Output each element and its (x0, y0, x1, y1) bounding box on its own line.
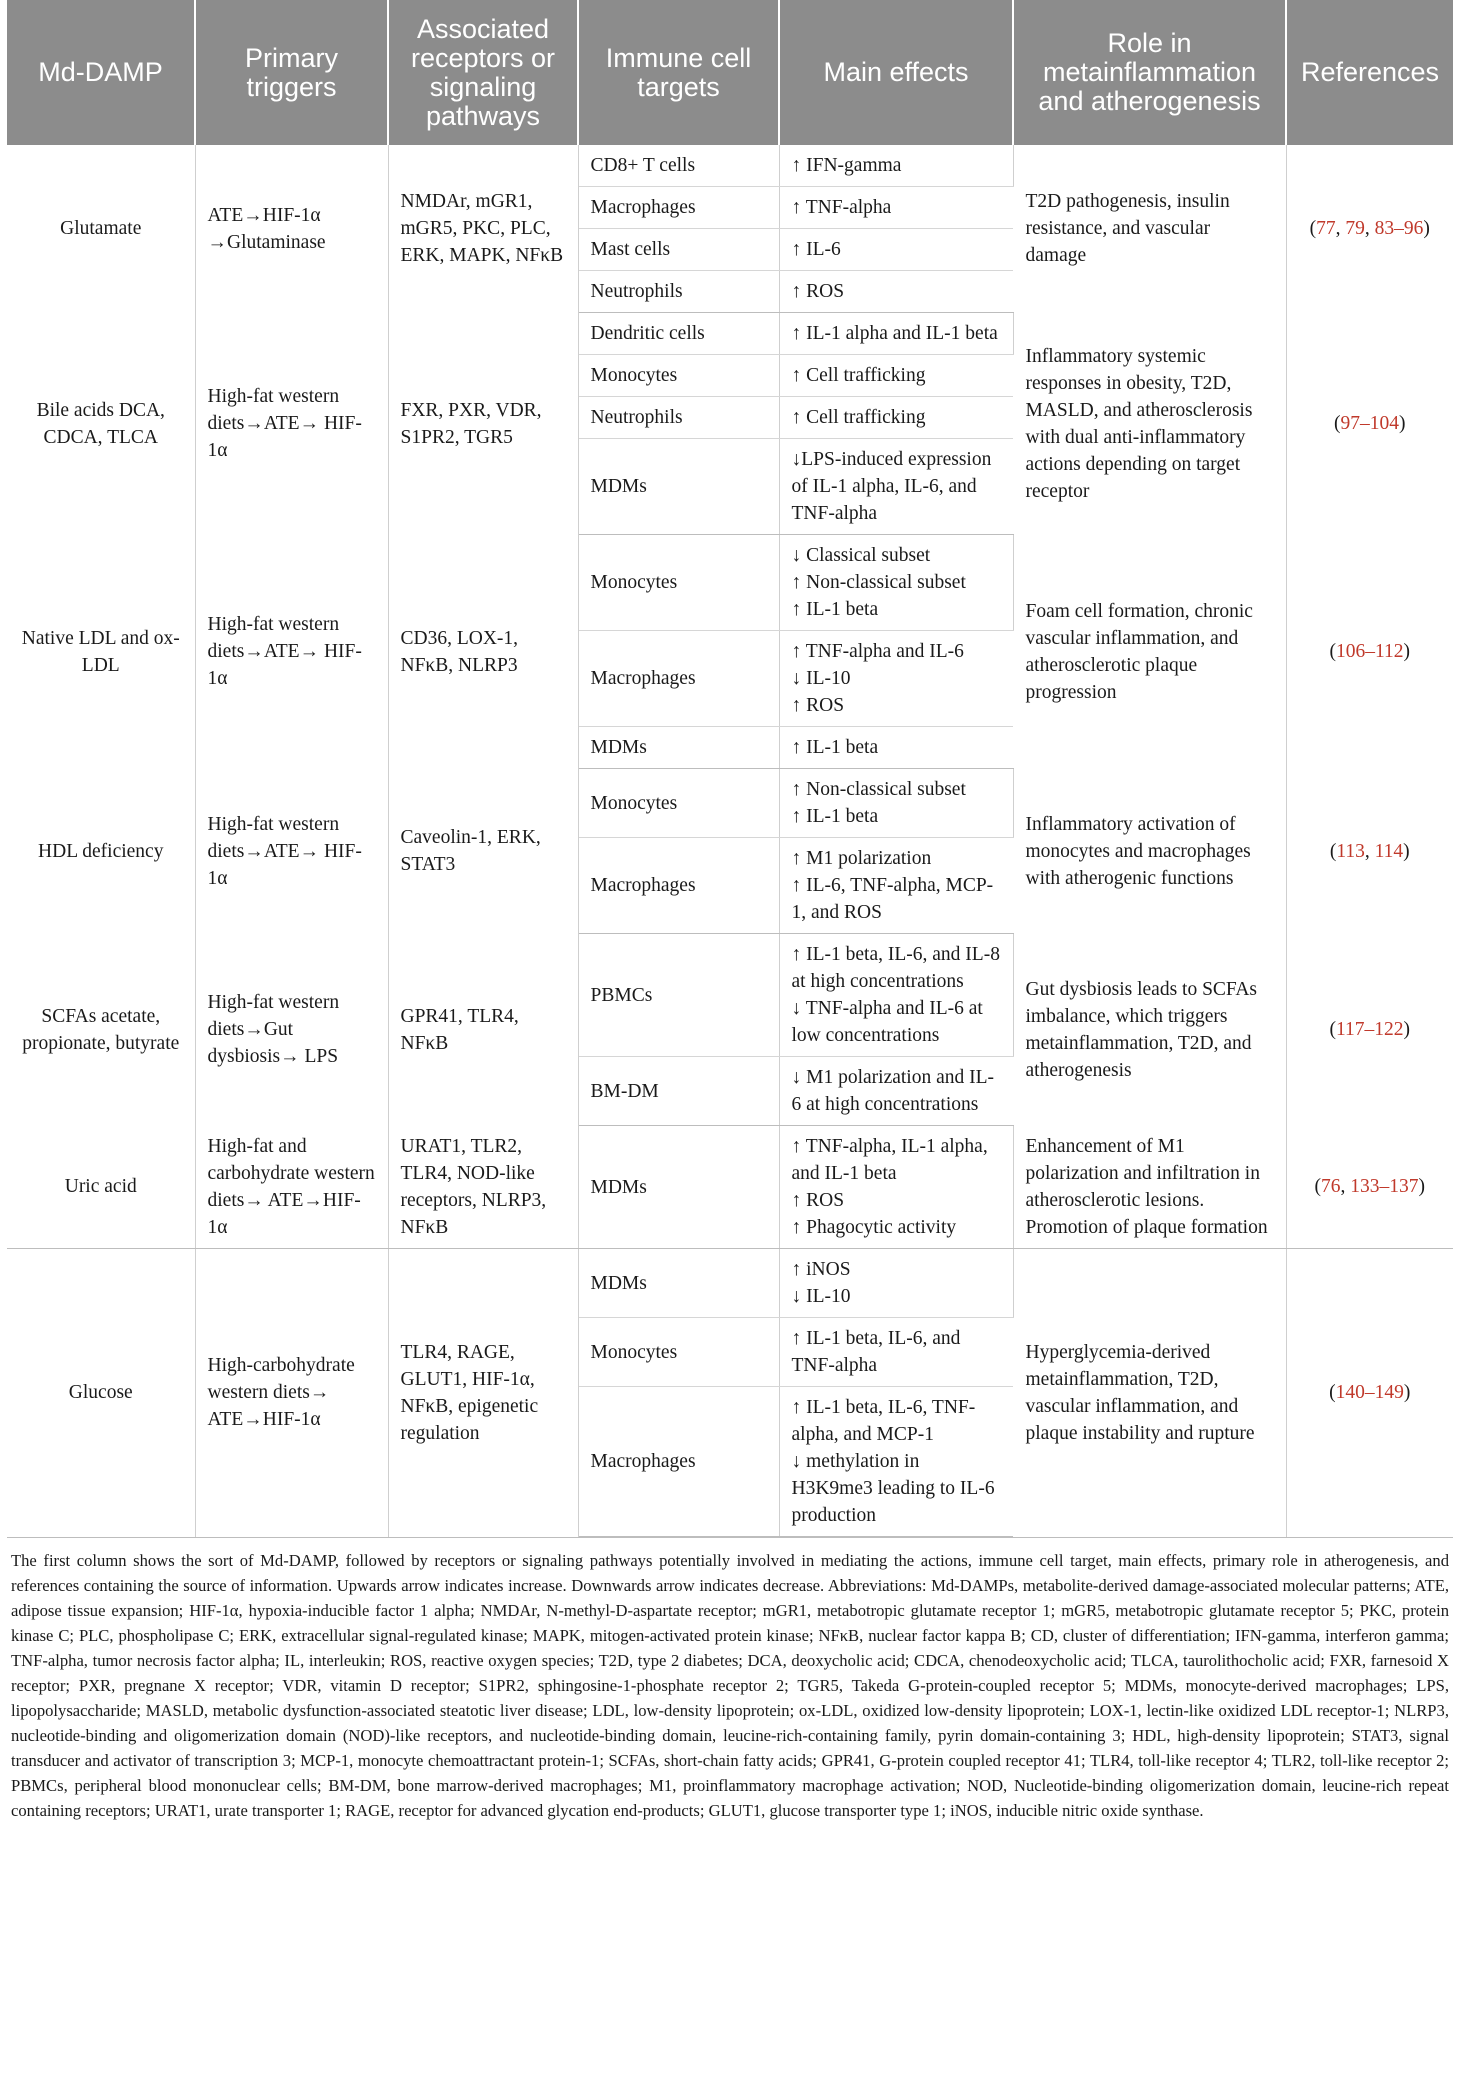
immune-cell-target: Monocytes (578, 535, 779, 631)
reference-punct: , (1335, 218, 1346, 240)
main-effect: ↑ IFN-gamma (779, 145, 1013, 187)
main-effect: ↑ Cell trafficking (779, 397, 1013, 439)
md-damp-cell: Glutamate (7, 145, 195, 313)
table-row (7, 313, 1453, 355)
references-cell (1286, 535, 1453, 769)
header-role: Role in metainflammation and atherogenesis (1013, 0, 1286, 145)
references-cell (1286, 313, 1453, 535)
reference-link[interactable]: 133–137 (1350, 1176, 1419, 1198)
reference-punct: ) (1403, 840, 1410, 862)
primary-triggers-cell: High-carbohydrate western diets→ ATE→HIF-1α (195, 1249, 388, 1537)
main-effect: ↑ IL-1 beta, IL-6, TNF-alpha, and MCP-1 ↓ methylation in H3K9me3 leading to IL-6 production (779, 1387, 1013, 1537)
reference-link[interactable]: 140–149 (1335, 1382, 1404, 1404)
references-cell (1286, 769, 1453, 934)
table-row (7, 1249, 1453, 1318)
primary-triggers-cell: High-fat western diets→ATE→ HIF-1α (195, 769, 388, 934)
reference-punct: ) (1403, 641, 1411, 662)
reference-punct: ( (1314, 1176, 1321, 1198)
role-cell: Hyperglycemia-derived metainflammation, T2D, vascular inflammation, and plaque instability and rupture (1013, 1249, 1286, 1537)
main-effect: ↓ Classical subset ↑ Non-classical subset ↑ IL-1 beta (779, 535, 1013, 631)
references-cell (1286, 145, 1453, 313)
main-effect: ↑ TNF-alpha and IL-6 ↓ IL-10 ↑ ROS (779, 631, 1013, 727)
reference-link[interactable]: 79 (1345, 218, 1365, 240)
header-row (7, 0, 1453, 145)
reference-link[interactable]: 117–122 (1335, 1019, 1404, 1040)
immune-cell-target: Macrophages (578, 187, 779, 229)
table-caption: The first column shows the sort of Md-DAMP, followed by receptors or signaling pathways potentially involved in mediating the actions, immune cell target, main effects, primary role in atherogenesis, and references containing the source of information. Upwards arrow indicates increase. Downwards arrow indicates decrease. Abbreviations: Md-DAMPs, metabolite-derived damage-associated molecular patterns; ATE, adipose tissue expansion; HIF-1α, hypoxia-inducible factor 1 alpha; NMDAr, N-methyl-D-aspartate receptor; mGR1, metabotropic glutamate receptor 1; mGR5, metabotropic glutamate receptor 5; PKC, protein kinase C; PLC, phospholipase C; ERK, extracellular signal-regulated kinase; MAPK, mitogen-activated protein kinase; NFκB, nuclear factor kappa B; CD, cluster of differentiation; IFN-gamma, interferon gamma; TNF-alpha, tumor necrosis factor alpha; IL, interleukin; ROS, reactive oxygen species; T2D, type 2 diabetes; DCA, deoxycholic acid; CDCA, chenodeoxycholic acid; TLCA, taurolithocholic acid; FXR, farnesoid X receptor; PXR, pregnane X receptor; VDR, vitamin D receptor; S1PR2, sphingosine-1-phosphate receptor 2; TGR5, Takeda G-protein-coupled receptor 5; MDMs, monocyte-derived macrophages; LPS, lipopolysaccharide; MASLD, metabolic dysfunction-associated steatotic liver disease; LDL, low-density lipoprotein; ox-LDL, oxidized low-density lipoprotein; LOX-1, lectin-like oxidized LDL receptor-1; NLRP3, nucleotide-binding and oligomerization domain (NOD)-like receptors, and nucleotide-binding domain, leucine-rich-containing family, pyrin domain-containing 3; HDL, high-density lipoprotein; STAT3, signal transducer and activator of transcription 3; MCP-1, monocyte chemoattractant protein-1; SCFAs, short-chain fatty acids; GPR41, G-protein coupled receptor 41; TLR4, toll-like receptor 4; TLR2, toll-like receptor 2; PBMCs, peripheral blood mononuclear cells; BM-DM, bone marrow-derived macrophages; M1, proinflammatory macrophage activation; NOD, Nucleotide-binding oligomerization domain, leucine-rich repeat containing receptors; URAT1, urate transporter 1; RAGE, receptor for advanced glycation end-products; GLUT1, glucose transporter type 1; iNOS, inducible nitric oxide synthase. (7, 1537, 1453, 1823)
header-immune-cell-targets: Immune cell targets (578, 0, 779, 145)
main-effect: ↑ IL-1 beta (779, 727, 1013, 769)
reference-punct: ( (1329, 840, 1337, 862)
role-cell: Enhancement of M1 polarization and infiltration in atherosclerotic lesions. Promotion of plaque formation (1013, 1126, 1286, 1249)
main-effect: ↑ TNF-alpha (779, 187, 1013, 229)
references-cell (1286, 1126, 1453, 1249)
immune-cell-target: MDMs (578, 727, 779, 769)
immune-cell-target: MDMs (578, 439, 779, 535)
reference-punct: , (1364, 218, 1375, 240)
main-effect: ↑ iNOS ↓ IL-10 (779, 1249, 1013, 1318)
table-body (7, 145, 1453, 1537)
reference-punct: ) (1418, 1176, 1425, 1198)
immune-cell-target: Mast cells (578, 229, 779, 271)
reference-punct: ) (1423, 218, 1430, 240)
main-effect: ↑ IL-1 beta, IL-6, and IL-8 at high concentrations ↓ TNF-alpha and IL-6 at low concentrations (779, 934, 1013, 1057)
reference-link[interactable]: 114 (1374, 840, 1404, 862)
immune-cell-target: Neutrophils (578, 397, 779, 439)
receptors-cell: FXR, PXR, VDR, S1PR2, TGR5 (388, 313, 578, 535)
immune-cell-target: Monocytes (578, 769, 779, 838)
receptors-cell: TLR4, RAGE, GLUT1, HIF-1α, NFκB, epigenetic regulation (388, 1249, 578, 1537)
primary-triggers-cell: ATE→HIF-1α →Glutaminase (195, 145, 388, 313)
table-row (7, 145, 1453, 187)
reference-punct: ) (1403, 1382, 1411, 1404)
receptors-cell: NMDAr, mGR1, mGR5, PKC, PLC, ERK, MAPK, NFκB (388, 145, 578, 313)
references-cell (1286, 1249, 1453, 1537)
main-effect: ↑ Non-classical subset ↑ IL-1 beta (779, 769, 1013, 838)
role-cell: Gut dysbiosis leads to SCFAs imbalance, which triggers metainflammation, T2D, and atherogenesis (1013, 934, 1286, 1126)
role-cell: Inflammatory activation of monocytes and macrophages with atherogenic functions (1013, 769, 1286, 934)
reference-punct: ) (1403, 1019, 1411, 1040)
reference-link[interactable]: 97–104 (1340, 413, 1399, 434)
immune-cell-target: Macrophages (578, 838, 779, 934)
immune-cell-target: Macrophages (578, 631, 779, 727)
main-effect: ↑ IL-1 alpha and IL-1 beta (779, 313, 1013, 355)
immune-cell-target: PBMCs (578, 934, 779, 1057)
md-damp-cell: SCFAs acetate, propionate, butyrate (7, 934, 195, 1126)
primary-triggers-cell: High-fat western diets→ATE→ HIF-1α (195, 535, 388, 769)
primary-triggers-cell: High-fat western diets→Gut dysbiosis→ LPS (195, 934, 388, 1126)
header-receptors: Associated receptors or signaling pathways (388, 0, 578, 145)
reference-link[interactable]: 76 (1321, 1176, 1341, 1198)
reference-punct: ( (1329, 641, 1336, 662)
immune-cell-target: Macrophages (578, 1387, 779, 1537)
immune-cell-target: CD8+ T cells (578, 145, 779, 187)
references-cell (1286, 934, 1453, 1126)
main-effect: ↓LPS-induced expression of IL-1 alpha, IL-6, and TNF-alpha (779, 439, 1013, 535)
table-figure (7, 0, 1453, 1823)
immune-cell-target: Dendritic cells (578, 313, 779, 355)
reference-link[interactable]: 113 (1336, 840, 1365, 862)
receptors-cell: GPR41, TLR4, NFκB (388, 934, 578, 1126)
md-damp-table (7, 0, 1453, 1537)
receptors-cell: URAT1, TLR2, TLR4, NOD-like receptors, NLRP3, NFκB (388, 1126, 578, 1249)
reference-punct: ( (1329, 1382, 1336, 1404)
md-damp-cell: Uric acid (7, 1126, 195, 1249)
reference-punct: ( (1329, 1019, 1336, 1040)
immune-cell-target: Monocytes (578, 1318, 779, 1387)
main-effect: ↑ IL-6 (779, 229, 1013, 271)
primary-triggers-cell: High-fat and carbohydrate western diets→ ATE→HIF-1α (195, 1126, 388, 1249)
md-damp-cell: HDL deficiency (7, 769, 195, 934)
immune-cell-target: MDMs (578, 1249, 779, 1318)
md-damp-cell: Native LDL and ox-LDL (7, 535, 195, 769)
main-effect: ↑ TNF-alpha, IL-1 alpha, and IL-1 beta ↑ ROS ↑ Phagocytic activity (779, 1126, 1013, 1249)
main-effect: ↑ Cell trafficking (779, 355, 1013, 397)
immune-cell-target: Monocytes (578, 355, 779, 397)
role-cell: T2D pathogenesis, insulin resistance, and vascular damage (1013, 145, 1286, 313)
role-cell: Foam cell formation, chronic vascular inflammation, and atherosclerotic plaque progression (1013, 535, 1286, 769)
header-references: References (1286, 0, 1453, 145)
header-main-effects: Main effects (779, 0, 1013, 145)
header-md-damp: Md-DAMP (7, 0, 195, 145)
table-row (7, 769, 1453, 838)
receptors-cell: Caveolin-1, ERK, STAT3 (388, 769, 578, 934)
table-row (7, 1126, 1453, 1249)
table-row (7, 934, 1453, 1057)
header-primary-triggers: Primary triggers (195, 0, 388, 145)
reference-link[interactable]: 83–96 (1374, 218, 1424, 240)
reference-punct: , (1340, 1176, 1351, 1198)
reference-link[interactable]: 106–112 (1335, 641, 1404, 662)
main-effect: ↑ M1 polarization ↑ IL-6, TNF-alpha, MCP-1, and ROS (779, 838, 1013, 934)
role-cell: Inflammatory systemic responses in obesity, T2D, MASLD, and atherosclerosis with dual anti-inflammatory actions depending on target receptor (1013, 313, 1286, 535)
reference-punct: ( (1309, 218, 1317, 240)
md-damp-cell: Glucose (7, 1249, 195, 1537)
main-effect: ↑ ROS (779, 271, 1013, 313)
main-effect: ↓ M1 polarization and IL-6 at high concentrations (779, 1057, 1013, 1126)
md-damp-cell: Bile acids DCA, CDCA, TLCA (7, 313, 195, 535)
primary-triggers-cell: High-fat western diets→ATE→ HIF-1α (195, 313, 388, 535)
reference-punct: ) (1399, 413, 1406, 434)
reference-link[interactable]: 77 (1316, 218, 1336, 240)
receptors-cell: CD36, LOX-1, NFκB, NLRP3 (388, 535, 578, 769)
reference-punct: , (1364, 840, 1375, 862)
immune-cell-target: MDMs (578, 1126, 779, 1249)
table-row (7, 535, 1453, 631)
immune-cell-target: BM-DM (578, 1057, 779, 1126)
main-effect: ↑ IL-1 beta, IL-6, and TNF-alpha (779, 1318, 1013, 1387)
immune-cell-target: Neutrophils (578, 271, 779, 313)
reference-punct: ( (1334, 413, 1341, 434)
